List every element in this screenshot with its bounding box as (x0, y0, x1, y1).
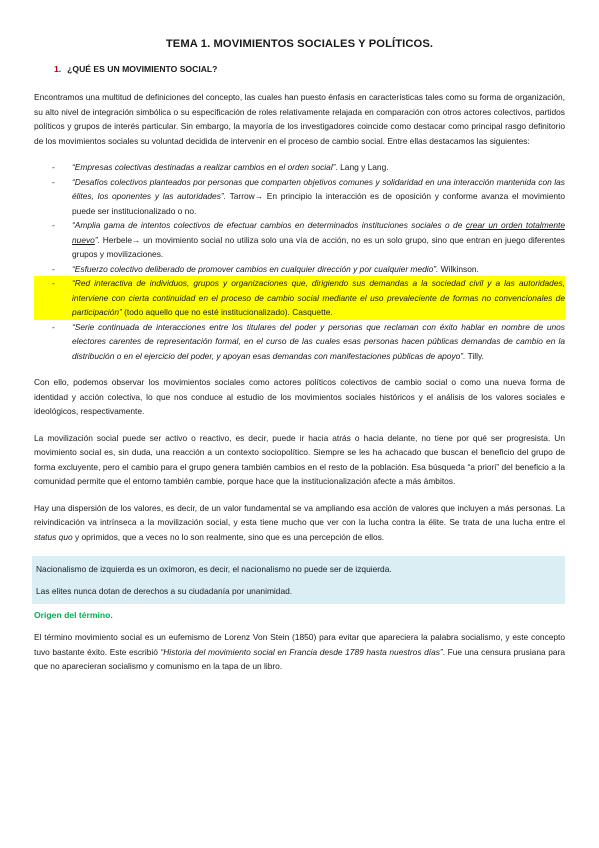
definition-item (34, 262, 565, 277)
definition-note: (todo aquello que no esté institucionalizado). Casquette. (121, 307, 333, 317)
body-paragraph: Con ello, podemos observar los movimientos sociales como actores políticos colectivos de cambio social o como una nueva forma de identidad y acción colectiva, lo que nos conduce al estudio de los movimientos sociales históricos y el análisis de los valores sociales e ideológicos, respectivamente. (34, 377, 565, 416)
text-run: Hay una dispersión de los valores, es decir, de un valor fundamental se va ampliando esa acción de valores que incluyen a más personas. La reivindicación va intrínseca a la movilización social, y esta tiene mucho que ver con la lucha contra la élite. Se trata de una lucha entre el (34, 502, 565, 527)
definition-quote: “Desafíos colectivos planteados por personas que comparten objetivos comunes y solidaridad en una interacción mantenida con las élites, los oponentes y las autoridades”. (72, 176, 565, 201)
definitions-list (34, 160, 565, 363)
list-dash: - (52, 278, 55, 288)
list-dash: - (52, 162, 55, 172)
definition-item-highlighted (34, 276, 565, 320)
text-run-italic: status quo (34, 531, 73, 542)
text-run-italic: “Historia del movimiento social en Francia desde 1789 hasta nuestros días” (160, 646, 443, 657)
text-run: El término movimiento social es un eufemismo de Lorenz Von Stein (1850) para evitar que apareciera la palabra socialismo, y este concepto tuvo bastante éxito. Este escribió (34, 632, 565, 657)
definition-quote: “Esfuerzo colectivo deliberado de promover cambios en cualquier dirección y por cualquier medio”. (72, 263, 439, 274)
definition-quote-underlined: crear un orden totalmente nuevo (72, 220, 566, 245)
list-dash: - (52, 321, 55, 332)
section-title: ¿QUÉ ES UN MOVIMIENTO SOCIAL? (67, 64, 218, 74)
definition-item (34, 175, 565, 219)
body-paragraph: La movilización social puede ser activo o reactivo, es decir, puede ir hacia atrás o hacia delante, no tiene por qué ser progresista. Un movimiento social es, sin duda, una reacción a un contexto sociopolítico. Siempre se les ha achacado que buscan el beneficio del grupo de forma excluyente, pero el cambio para el grupo genera también cambios en el resto de la población. Esa búsqueda “a priori” del beneficio a la comunidad permite que el entorno también cambie, porque hace que la institucionalización afecte a más ámbitos. (34, 432, 565, 486)
intro-paragraph: Encontramos una multitud de definiciones del concepto, las cuales han puesto énfasis en características tales como su forma de organización, su alto nivel de integración simbólica o su especificación de roles relativamente relajada en comparación con otros actores colectivos, partidos políticos y grupos de interés particular. Sin embargo, la mayoría de los investigadores coincide como destacar como principal rasgo definitorio de los movimientos sociales su voluntad decidida de intervenir en el proceso de cambio social. Entre ellas destacamos las siguientes: (34, 92, 565, 146)
definition-author: Tilly. (465, 350, 484, 361)
text-run: . Fue una censura prusiana para que no aparecieran socialismo y comunismo en la tapa de un libro. (34, 646, 565, 671)
definition-item (34, 320, 565, 364)
note-line: Nacionalismo de izquierda es un oxímoron, es decir, el nacionalismo no puede ser de izquierda. (36, 564, 392, 574)
definition-item (34, 160, 565, 175)
definition-note: Herbele→ un movimiento social no utiliza solo una vía de acción, no es un solo grupo, sino que entran en juego diferentes grupos y movilizaciones. (72, 234, 565, 259)
body-paragraph (34, 630, 565, 674)
text-run: y oprimidos, que a veces no lo son realmente, sino que es una percepción de ellos. (72, 531, 385, 542)
definition-note: Tarrow→ En principio la interacción es de oposición y conforme avanza el movimiento puede ser institucionalizado o no. (72, 191, 565, 216)
note-line: Las elites nunca dotan de derechos a su ciudadanía por unanimidad. (36, 586, 293, 596)
definition-quote: “Serie continuada de interacciones entre los titulares del poder y personas que reclaman con éxito hablar en nombre de unos electores carentes de representación formal, en el curso de las cuales esas personas hacen públicas demandas de cambio en la distribución o en el ejercicio del poder, y apoyan esas demandas con manifestaciones públicas de apoyo”. (72, 321, 565, 361)
definition-author: Wilkinson. (438, 263, 479, 274)
subsection-heading: Origen del término. (34, 610, 113, 620)
definition-quote: “Amplia gama de intentos colectivos de efectuar cambios en determinados instituciones sociales o de (72, 220, 466, 230)
shaded-note-box (32, 556, 565, 604)
body-paragraph (34, 501, 565, 545)
definition-author: Lang y Lang. (337, 162, 389, 172)
section-heading (54, 64, 565, 74)
definition-quote-end: ”. (94, 234, 100, 245)
list-dash: - (52, 263, 55, 274)
definition-item (34, 218, 565, 262)
section-number: 1. (54, 64, 62, 74)
definition-quote: “Empresas colectivas destinadas a realizar cambios en el orden social”. (72, 162, 338, 172)
definition-quote: “Red interactiva de individuos, grupos y organizaciones que, dirigiendo sus demandas a la sociedad civil y a las autoridades, interviene con cierta continuidad en el proceso de cambio social mediante el uso prevaleciente de formas no convencionales de participación” (72, 278, 565, 317)
list-dash: - (52, 176, 55, 187)
page-title: TEMA 1. MOVIMIENTOS SOCIALES Y POLÍTICOS. (165, 38, 434, 50)
list-dash: - (52, 220, 55, 230)
